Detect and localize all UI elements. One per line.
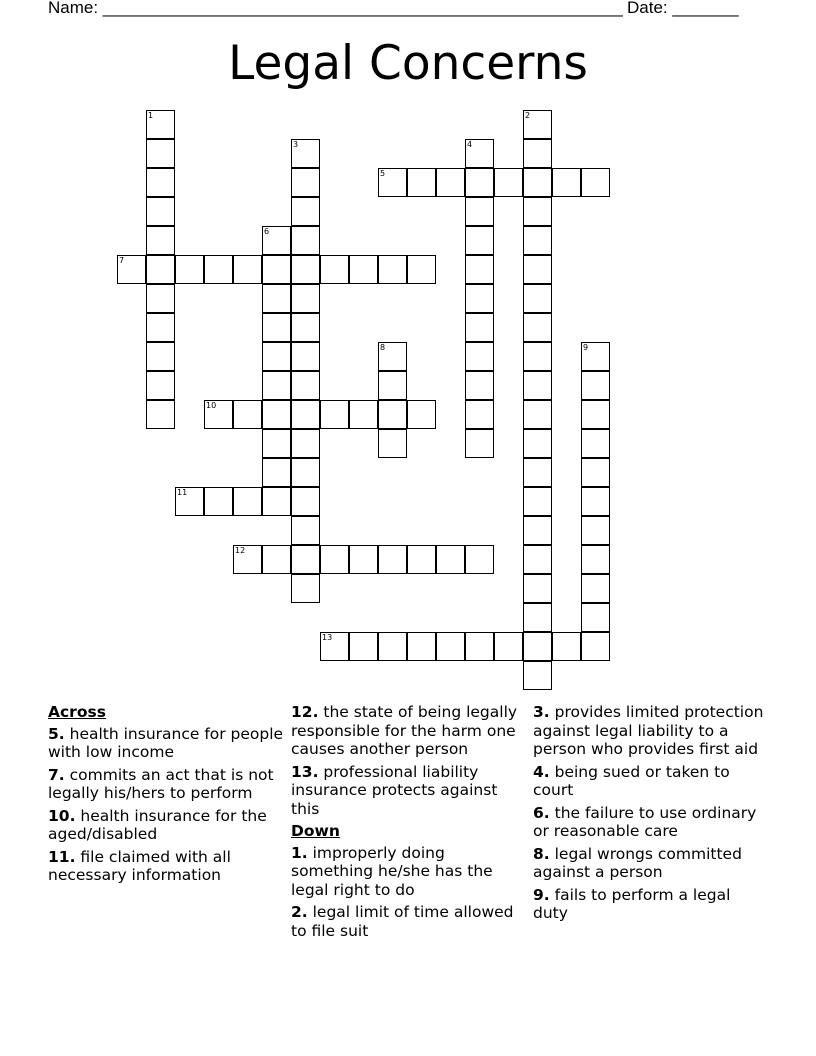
cell-number: 9 [583, 343, 589, 352]
grid-cell[interactable] [523, 400, 552, 429]
grid-cell[interactable] [320, 632, 349, 661]
grid-cell[interactable] [233, 400, 262, 429]
grid-cell[interactable] [233, 487, 262, 516]
grid-cell[interactable] [407, 545, 436, 574]
grid-cell[interactable] [233, 545, 262, 574]
grid-cell[interactable] [494, 632, 523, 661]
clue-across-12: 12. the state of being legally responsible for the harm one causes another person [291, 703, 518, 758]
grid-cell[interactable] [407, 255, 436, 284]
grid-cell[interactable] [204, 400, 233, 429]
grid-cell[interactable] [349, 255, 378, 284]
grid-cell[interactable] [262, 226, 291, 255]
grid-cell[interactable] [465, 545, 494, 574]
grid-cell[interactable] [523, 110, 552, 139]
grid-cell[interactable] [291, 371, 320, 400]
clue-column-3 [533, 703, 769, 927]
grid-cell[interactable] [349, 400, 378, 429]
grid-cell[interactable] [146, 342, 175, 371]
clue-down-4: 4. being sued or taken to court [533, 762, 730, 799]
grid-cell[interactable] [581, 400, 610, 429]
grid-cell[interactable] [291, 545, 320, 574]
grid-cell[interactable] [581, 516, 610, 545]
grid-cell[interactable] [378, 168, 407, 197]
grid-cell[interactable] [581, 342, 610, 371]
grid-cell[interactable] [523, 313, 552, 342]
grid-cell[interactable] [291, 400, 320, 429]
grid-cell[interactable] [204, 255, 233, 284]
grid-cell[interactable] [146, 284, 175, 313]
grid-cell[interactable] [233, 255, 262, 284]
grid-cell[interactable] [291, 516, 320, 545]
grid-cell[interactable] [378, 371, 407, 400]
cell-number: 13 [322, 633, 333, 642]
grid-cell[interactable] [523, 168, 552, 197]
grid-cell[interactable] [378, 429, 407, 458]
grid-cell[interactable] [523, 197, 552, 226]
grid-cell[interactable] [523, 458, 552, 487]
grid-cell[interactable] [320, 545, 349, 574]
grid-cell[interactable] [465, 197, 494, 226]
grid-cell[interactable] [523, 516, 552, 545]
grid-cell[interactable] [465, 313, 494, 342]
grid-cell[interactable] [146, 313, 175, 342]
grid-cell[interactable] [465, 139, 494, 168]
grid-cell[interactable] [407, 400, 436, 429]
cell-number: 7 [119, 256, 125, 265]
grid-cell[interactable] [146, 255, 175, 284]
grid-cell[interactable] [523, 603, 552, 632]
grid-cell[interactable] [436, 168, 465, 197]
cell-number: 11 [177, 488, 188, 497]
grid-cell[interactable] [523, 284, 552, 313]
grid-cell[interactable] [581, 574, 610, 603]
grid-cell[interactable] [262, 400, 291, 429]
grid-cell[interactable] [349, 632, 378, 661]
grid-cell[interactable] [581, 632, 610, 661]
grid-cell[interactable] [465, 342, 494, 371]
clue-down-8: 8. legal wrongs committed against a person [533, 844, 742, 881]
cell-number: 12 [235, 546, 246, 555]
grid-cell[interactable] [146, 197, 175, 226]
clue-down-1: 1. improperly doing something he/she has the legal right to do [291, 843, 493, 899]
grid-cell[interactable] [465, 255, 494, 284]
clue-across-13: 13. professional liability insurance protects against this [291, 762, 498, 818]
grid-cell[interactable] [291, 284, 320, 313]
grid-cell[interactable] [436, 545, 465, 574]
grid-cell[interactable] [523, 661, 552, 690]
clue-across-5: 5. health insurance for people with low income [48, 724, 284, 761]
grid-cell[interactable] [291, 168, 320, 197]
grid-cell[interactable] [581, 429, 610, 458]
grid-cell[interactable] [262, 487, 291, 516]
grid-cell[interactable] [320, 255, 349, 284]
grid-cell[interactable] [523, 632, 552, 661]
clue-down-6: 6. the failure to use ordinary or reasonable care [533, 803, 757, 840]
grid-cell[interactable] [407, 632, 436, 661]
grid-cell[interactable] [552, 632, 581, 661]
grid-cell[interactable] [523, 545, 552, 574]
grid-cell[interactable] [291, 429, 320, 458]
grid-cell[interactable] [146, 168, 175, 197]
grid-cell[interactable] [523, 429, 552, 458]
grid-cell[interactable] [291, 487, 320, 516]
grid-cell[interactable] [465, 371, 494, 400]
grid-cell[interactable] [581, 168, 610, 197]
grid-cell[interactable] [581, 458, 610, 487]
grid-cell[interactable] [378, 545, 407, 574]
grid-cell[interactable] [465, 168, 494, 197]
grid-cell[interactable] [581, 545, 610, 574]
grid-cell[interactable] [262, 313, 291, 342]
grid-cell[interactable] [175, 487, 204, 516]
grid-cell[interactable] [146, 226, 175, 255]
down-heading: Down [291, 822, 340, 840]
grid-cell[interactable] [291, 255, 320, 284]
grid-cell[interactable] [378, 255, 407, 284]
cell-number: 3 [293, 140, 299, 149]
grid-cell[interactable] [465, 632, 494, 661]
clue-column-1 [48, 703, 284, 889]
grid-cell[interactable] [291, 197, 320, 226]
grid-cell[interactable] [291, 458, 320, 487]
grid-cell[interactable] [291, 342, 320, 371]
grid-cell[interactable] [117, 255, 146, 284]
cell-number: 2 [525, 111, 531, 120]
cell-number: 4 [467, 140, 473, 149]
grid-cell[interactable] [349, 545, 378, 574]
grid-cell[interactable] [291, 226, 320, 255]
cell-number: 8 [380, 343, 386, 352]
across-heading: Across [48, 703, 106, 721]
cell-number: 6 [264, 227, 270, 236]
grid-cell[interactable] [523, 226, 552, 255]
clue-down-3: 3. provides limited protection against legal liability to a person who provides first aid [533, 703, 764, 758]
grid-cell[interactable] [552, 168, 581, 197]
grid-cell[interactable] [581, 487, 610, 516]
clue-down-2: 2. legal limit of time allowed to file suit [291, 903, 514, 940]
grid-cell[interactable] [146, 110, 175, 139]
clue-down-9: 9. fails to perform a legal duty [533, 885, 731, 922]
grid-cell[interactable] [378, 632, 407, 661]
grid-cell[interactable] [291, 574, 320, 603]
cell-number: 5 [380, 169, 386, 178]
grid-cell[interactable] [262, 371, 291, 400]
grid-cell[interactable] [465, 284, 494, 313]
grid-cell[interactable] [146, 400, 175, 429]
grid-cell[interactable] [146, 371, 175, 400]
grid-cell[interactable] [523, 139, 552, 168]
grid-cell[interactable] [262, 458, 291, 487]
clue-column-2 [291, 703, 527, 944]
grid-cell[interactable] [581, 371, 610, 400]
grid-cell[interactable] [523, 255, 552, 284]
clue-across-7: 7. commits an act that is not legally his/hers to perform [48, 765, 274, 802]
grid-cell[interactable] [523, 574, 552, 603]
grid-cell[interactable] [204, 487, 233, 516]
grid-cell[interactable] [407, 168, 436, 197]
grid-cell[interactable] [262, 429, 291, 458]
clue-across-11: 11. file claimed with all necessary information [48, 847, 231, 884]
clue-across-10: 10. health insurance for the aged/disabled [48, 806, 267, 843]
grid-cell[interactable] [378, 400, 407, 429]
grid-cell[interactable] [581, 603, 610, 632]
grid-cell[interactable] [465, 400, 494, 429]
grid-cell[interactable] [465, 226, 494, 255]
grid-cell[interactable] [262, 342, 291, 371]
grid-cell[interactable] [494, 168, 523, 197]
cell-number: 10 [206, 401, 217, 410]
grid-cell[interactable] [262, 284, 291, 313]
page-title: Legal Concerns [228, 36, 588, 91]
grid-cell[interactable] [523, 371, 552, 400]
grid-cell[interactable] [146, 139, 175, 168]
date-field[interactable]: Date: _______ [627, 0, 739, 17]
grid-cell[interactable] [175, 255, 204, 284]
grid-cell[interactable] [436, 632, 465, 661]
grid-cell[interactable] [291, 313, 320, 342]
grid-cell[interactable] [320, 400, 349, 429]
grid-cell[interactable] [523, 487, 552, 516]
grid-cell[interactable] [465, 429, 494, 458]
grid-cell[interactable] [378, 342, 407, 371]
name-field[interactable]: Name: _______________________________________________________ [48, 0, 623, 17]
grid-cell[interactable] [291, 139, 320, 168]
grid-cell[interactable] [262, 545, 291, 574]
grid-cell[interactable] [262, 255, 291, 284]
cell-number: 1 [148, 111, 154, 120]
grid-cell[interactable] [523, 342, 552, 371]
